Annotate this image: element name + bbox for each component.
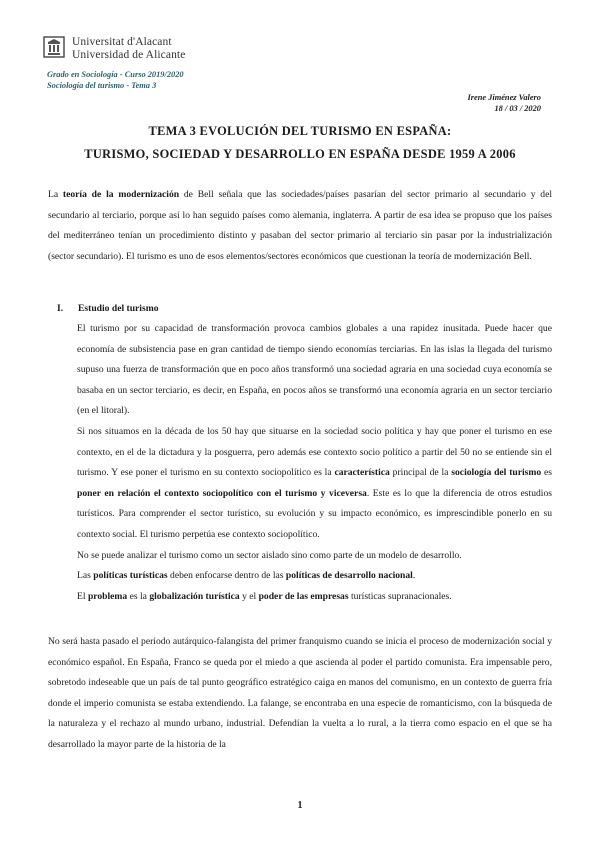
p4-bold-1: políticas turísticas (93, 570, 168, 582)
p2-bold-3: poner en relación el contexto sociopolítico con el turismo y viceversa (77, 487, 367, 499)
p5-text-3: y el (239, 590, 259, 602)
intro-text-2: de Bell señala que las sociedades/países pasarían del sector primario al secundario y del secundario al terciario, porque así lo han seguido países como alemania, inglaterra. A partir de esa idea se propuso que los países del mediterráneo tenían un procedimiento distinto y pasaban del sector primario al terciario sin pasar por la industrialización (sector secundario). El turismo es uno de esos elementos/sectores económicos que cuestionan la teoría de modernización Bell. (48, 189, 552, 262)
university-line-1: Universitat d'Alacant (72, 36, 172, 48)
university-logo (43, 36, 185, 62)
p4-bold-2: políticas de desarrollo nacional (285, 570, 413, 582)
p5-text-1: El (77, 590, 88, 602)
author-block (467, 92, 541, 114)
author-name: Irene Jiménez Valero (467, 93, 541, 102)
p4-text-2: deben enfocarse dentro de las (167, 570, 286, 582)
course-line-1: Grado en Sociología - Curso 2019/2020 (47, 70, 184, 79)
intro-paragraph (48, 185, 552, 267)
p2-bold-1: característica (334, 467, 390, 479)
closing-paragraph: No será hasta pasado el periodo autárquico-falangista del primer franquismo cuando se inicia el proceso de modernización social y económico español. En España, Franco se queda por el miedo a que ascienda al poder el partido comunista. Era impensable pero, sobretodo indeseable que un país de tal punto geográfico estratégico caiga en manos del comunismo, en un contexto de guerra fría donde el imperio comunista se estaba extendiendo. La falange, se encontraba en una especie de romanticismo, con la búsqueda de la naturaleza y el rechazo al mundo urbano, industrial. Defendían la vuelta a lo rural, a la tierra como espacio en el que se ha desarrollado la mayor parte de la historia de la (48, 636, 552, 750)
section-paragraph-3: No se puede analizar el turismo como un sector aislado sino como parte de un modelo de desarrollo. (77, 549, 462, 561)
intro-bold-modernization: teoría de la modernización (62, 189, 180, 200)
section-body (77, 319, 552, 607)
p2-text-4: . Este es lo que la diferencia de otros estudios turísticos. Para comprender el sector turístico, su evolución y su impacto económico, es imprescindible ponerlo en su contexto social. El turismo perpetúa ese contexto sociopolítico. (77, 487, 552, 540)
p4-text-1: Las (77, 570, 94, 582)
p5-bold-3: poder de las empresas (258, 590, 349, 602)
intro-text-1: La (48, 189, 63, 200)
p5-bold-1: problema (87, 590, 128, 602)
p5-text-4: turísticas supranacionales. (348, 590, 452, 602)
university-seal-icon (43, 36, 65, 58)
p2-text-1: Si nos situamos en la década de los 50 hay que situarse en la sociedad socio política y hay que poner el turismo en ese contexto, en el de la dictadura y la posguerra, pero además ese contexto socio político a partir del 50 no se entiende sin el turismo. Y ese poner el turismo en su contexto sociopolítico es la (77, 425, 552, 479)
p5-bold-2: globalización turística (149, 590, 240, 602)
p2-text-2: principal de la (389, 467, 452, 479)
document-title-line-1: TEMA 3 EVOLUCIÓN DEL TURISMO EN ESPAÑA: (148, 124, 452, 138)
page-number: 1 (297, 800, 303, 811)
p2-bold-2: sociología del turismo (451, 467, 542, 479)
university-name (72, 36, 185, 62)
section-paragraph-1: El turismo por su capacidad de transformación provoca cambios globales a una rapidez inusitada. Puede hacer que economía de subsistencia pase en gran cantidad de tiempo siendo economías terciarias. En las islas la llegada del turismo supuso una fuerza de transformación que en poco años transformó una sociedad agraria en una sociedad cuya economía se basaba en un sector terciario, es decir, en España, en pocos años se transformó una economía agraria en un sector terciario (en el litoral). (77, 323, 552, 417)
section-paragraph-2 (77, 422, 552, 546)
section-heading (57, 303, 159, 314)
university-line-2: Universidad de Alicante (72, 49, 186, 61)
p5-text-2: es la (127, 590, 150, 602)
course-info (47, 69, 184, 91)
section-paragraph-4 (77, 566, 552, 587)
section-title: Estudio del turismo (78, 303, 159, 314)
section-paragraph-5 (77, 587, 552, 608)
p4-text-3: . (412, 570, 416, 582)
p2-text-3: es (541, 467, 553, 479)
course-line-2: Sociología del turismo - Tema 3 (47, 81, 157, 90)
document-date: 18 / 03 / 2020 (494, 104, 541, 113)
section-number: I. (57, 303, 64, 314)
document-title-line-2: TURISMO, SOCIEDAD Y DESARROLLO EN ESPAÑA DESDE 1959 A 2006 (84, 147, 516, 161)
